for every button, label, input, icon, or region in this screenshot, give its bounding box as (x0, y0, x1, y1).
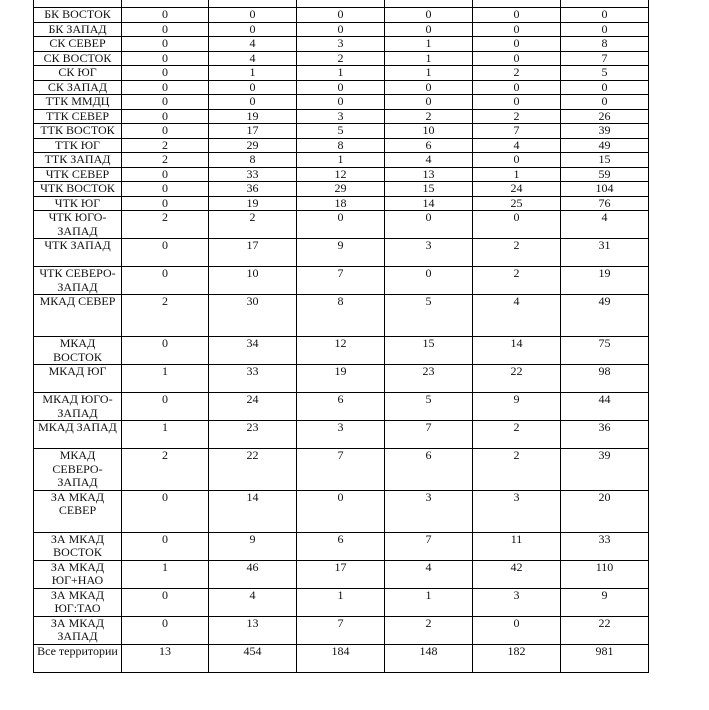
row-label: МКАД ЮГ (34, 365, 122, 393)
table-cell: 182 (473, 644, 561, 672)
table-cell: 8 (297, 138, 385, 153)
row-label: ТТК ЮГ (34, 138, 122, 153)
table-cell: 5 (561, 66, 649, 81)
table-cell: 1 (385, 588, 473, 616)
table-cell: 0 (122, 167, 209, 182)
table-cell: 75 (561, 337, 649, 365)
row-label: ТТК ВОСТОК (34, 124, 122, 139)
table-cell: 8 (209, 153, 297, 168)
row-label: ЗА МКАД ЮГ:ТАО (34, 588, 122, 616)
row-label: СК ЗАПАД (34, 80, 122, 95)
table-row (34, 37, 649, 52)
table-row (34, 337, 649, 365)
table-cell: 14 (385, 196, 473, 211)
table-cell: 3 (297, 37, 385, 52)
table-cell: 20 (561, 490, 649, 532)
table-row (34, 532, 649, 560)
row-label: ЧТК ЗАПАД (34, 239, 122, 267)
table-cell: 0 (561, 95, 649, 110)
table-cell: 7 (385, 421, 473, 449)
table-cell: 0 (122, 196, 209, 211)
table-cell: 2 (122, 211, 209, 239)
table-cell: 454 (209, 644, 297, 672)
row-label: ТТК ЗАПАД (34, 153, 122, 168)
table-cell: 9 (473, 393, 561, 421)
table-row (34, 196, 649, 211)
table-cell: 0 (473, 22, 561, 37)
table-cell: 36 (561, 421, 649, 449)
row-label (34, 0, 122, 8)
table-cell: 0 (122, 109, 209, 124)
table-cell: 2 (122, 295, 209, 337)
table-row (34, 138, 649, 153)
table-cell: 1 (385, 37, 473, 52)
data-table (33, 0, 649, 673)
table-cell: 3 (297, 109, 385, 124)
row-label: Все территории (34, 644, 122, 672)
table-cell: 0 (473, 80, 561, 95)
table-cell: 23 (209, 421, 297, 449)
table-cell: 42 (473, 560, 561, 588)
table-cell: 39 (561, 449, 649, 491)
table-cell: 7 (473, 124, 561, 139)
table-row (34, 616, 649, 644)
table-cell: 8 (561, 37, 649, 52)
table-cell: 0 (473, 51, 561, 66)
table-cell: 110 (561, 560, 649, 588)
table-cell: 0 (473, 95, 561, 110)
table-cell: 0 (209, 80, 297, 95)
table-cell: 76 (561, 196, 649, 211)
table-cell: 1 (122, 365, 209, 393)
table-cell: 8 (297, 295, 385, 337)
table-cell: 0 (122, 124, 209, 139)
table-cell: 25 (473, 196, 561, 211)
table-cell: 39 (561, 124, 649, 139)
table-row (34, 211, 649, 239)
table-cell: 0 (122, 616, 209, 644)
table-cell: 2 (385, 616, 473, 644)
table-row (34, 167, 649, 182)
table-row (34, 51, 649, 66)
table-cell: 7 (385, 532, 473, 560)
table-row (34, 490, 649, 532)
table-cell: 22 (209, 449, 297, 491)
table-cell: 0 (473, 616, 561, 644)
table-row (34, 80, 649, 95)
table-cell: 30 (209, 295, 297, 337)
table-cell: 0 (122, 239, 209, 267)
table-cell: 0 (122, 267, 209, 295)
row-label: ТТК СЕВЕР (34, 109, 122, 124)
table-cell: 0 (297, 490, 385, 532)
table-cell: 2 (473, 421, 561, 449)
table-cell: 19 (561, 267, 649, 295)
row-label: ЗА МКАД ЮГ+НАО (34, 560, 122, 588)
table-row (34, 109, 649, 124)
table-row (34, 8, 649, 23)
table-cell: 22 (473, 365, 561, 393)
table-row (34, 182, 649, 197)
table-cell: 1 (385, 66, 473, 81)
table-cell: 0 (385, 8, 473, 23)
table-row (34, 22, 649, 37)
table-cell: 11 (473, 532, 561, 560)
table-cell: 0 (209, 95, 297, 110)
table-cell: 19 (297, 365, 385, 393)
table-cell: 59 (561, 167, 649, 182)
table-cell: 0 (209, 8, 297, 23)
table-cell: 13 (385, 167, 473, 182)
row-label: ЗА МКАД СЕВЕР (34, 490, 122, 532)
table-cell: 104 (561, 182, 649, 197)
table-cell: 0 (385, 22, 473, 37)
table-row (34, 560, 649, 588)
table-cell: 2 (122, 138, 209, 153)
table-cell: 0 (385, 211, 473, 239)
row-label: СК ВОСТОК (34, 51, 122, 66)
table-cell: 0 (122, 393, 209, 421)
table-cell: 9 (561, 588, 649, 616)
table-cell: 46 (209, 560, 297, 588)
table-cell: 33 (209, 167, 297, 182)
row-label: МКАД ЮГО-ЗАПАД (34, 393, 122, 421)
table-cell: 0 (385, 95, 473, 110)
table-row (34, 66, 649, 81)
table-cell: 0 (385, 267, 473, 295)
table-cell: 0 (561, 22, 649, 37)
table-cell: 0 (561, 80, 649, 95)
table-cell: 4 (209, 37, 297, 52)
table-row (34, 449, 649, 491)
table-cell: 44 (561, 393, 649, 421)
table-cell: 7 (297, 616, 385, 644)
row-label: БК ЗАПАД (34, 22, 122, 37)
table-cell: 34 (209, 337, 297, 365)
table-cell: 0 (122, 37, 209, 52)
table-cell: 0 (122, 66, 209, 81)
table-cell: 1 (473, 167, 561, 182)
table-cell: 4 (385, 153, 473, 168)
row-label: МКАД ЗАПАД (34, 421, 122, 449)
table-cell: 2 (122, 449, 209, 491)
row-label: МКАД СЕВЕРО-ЗАПАД (34, 449, 122, 491)
table-cell: 2 (385, 109, 473, 124)
table-cell: 17 (209, 239, 297, 267)
table-cell: 1 (297, 66, 385, 81)
table-cell: 2 (473, 449, 561, 491)
row-label: СК ЮГ (34, 66, 122, 81)
table-cell: 10 (385, 124, 473, 139)
table-cell (209, 0, 297, 8)
table-cell: 0 (385, 80, 473, 95)
table-cell: 0 (122, 490, 209, 532)
table-cell: 0 (473, 153, 561, 168)
table-cell: 7 (297, 449, 385, 491)
row-label: СК СЕВЕР (34, 37, 122, 52)
row-label: МКАД ВОСТОК (34, 337, 122, 365)
table-cell: 24 (209, 393, 297, 421)
table-cell: 15 (561, 153, 649, 168)
table-cell: 5 (297, 124, 385, 139)
table-cell: 1 (297, 153, 385, 168)
table-cell: 0 (297, 95, 385, 110)
table-cell: 31 (561, 239, 649, 267)
table-cell: 14 (209, 490, 297, 532)
table-cell: 0 (122, 182, 209, 197)
table-cell: 0 (122, 8, 209, 23)
table-row (34, 393, 649, 421)
table-cell: 23 (385, 365, 473, 393)
table-cell: 49 (561, 138, 649, 153)
row-label: ЧТК СЕВЕРО-ЗАПАД (34, 267, 122, 295)
table-cell: 6 (297, 532, 385, 560)
table-cell: 29 (297, 182, 385, 197)
table-cell: 1 (122, 421, 209, 449)
table-cell: 49 (561, 295, 649, 337)
table-cell: 3 (473, 490, 561, 532)
table-cell: 13 (209, 616, 297, 644)
table-cell: 3 (297, 421, 385, 449)
table-cell: 12 (297, 337, 385, 365)
table-cell: 18 (297, 196, 385, 211)
table-cell (473, 0, 561, 8)
table-cell: 0 (297, 80, 385, 95)
table-cell: 29 (209, 138, 297, 153)
table-cell: 98 (561, 365, 649, 393)
table-cell: 2 (473, 66, 561, 81)
table-cell: 1 (122, 560, 209, 588)
table-cell: 6 (385, 449, 473, 491)
table-cell: 1 (209, 66, 297, 81)
table-cell: 1 (297, 588, 385, 616)
table-cell: 0 (122, 337, 209, 365)
table-cell: 17 (209, 124, 297, 139)
table-cell: 0 (122, 51, 209, 66)
row-label: ЧТК ВОСТОК (34, 182, 122, 197)
table-cell: 4 (385, 560, 473, 588)
table-cell: 36 (209, 182, 297, 197)
table-cell: 24 (473, 182, 561, 197)
table-cell: 33 (209, 365, 297, 393)
table-row (34, 239, 649, 267)
table-cell: 2 (122, 153, 209, 168)
table-row (34, 588, 649, 616)
table-cell (297, 0, 385, 8)
table-cell: 5 (385, 393, 473, 421)
table-cell: 2 (473, 109, 561, 124)
table-cell: 6 (385, 138, 473, 153)
table-row (34, 124, 649, 139)
table-cell: 6 (297, 393, 385, 421)
row-label: ТТК ММДЦ (34, 95, 122, 110)
table-cell: 4 (473, 295, 561, 337)
table-cell: 33 (561, 532, 649, 560)
table-cell: 15 (385, 182, 473, 197)
row-label: ЗА МКАД ЗАПАД (34, 616, 122, 644)
table-cell: 4 (209, 588, 297, 616)
table-cell: 13 (122, 644, 209, 672)
table-body (34, 0, 649, 672)
table-cell (385, 0, 473, 8)
table-cell: 0 (297, 22, 385, 37)
table-cell: 4 (561, 211, 649, 239)
table-cell: 0 (122, 532, 209, 560)
table-cell: 22 (561, 616, 649, 644)
table-cell: 3 (385, 490, 473, 532)
table-cell: 148 (385, 644, 473, 672)
table-cell: 0 (473, 211, 561, 239)
table-row (34, 95, 649, 110)
table-cell: 0 (122, 588, 209, 616)
table-row (34, 295, 649, 337)
table-cell: 4 (473, 138, 561, 153)
table-cell: 9 (209, 532, 297, 560)
table-cell: 9 (297, 239, 385, 267)
row-label: ЗА МКАД ВОСТОК (34, 532, 122, 560)
table-cell: 0 (209, 22, 297, 37)
table-cell: 2 (297, 51, 385, 66)
table-cell: 5 (385, 295, 473, 337)
table-cell: 19 (209, 109, 297, 124)
table-cell (561, 0, 649, 8)
table-cell: 0 (122, 95, 209, 110)
table-cell: 7 (561, 51, 649, 66)
table-row (34, 421, 649, 449)
table-cell: 0 (561, 8, 649, 23)
table-cell: 19 (209, 196, 297, 211)
table-cell: 0 (122, 22, 209, 37)
row-label: ЧТК СЕВЕР (34, 167, 122, 182)
table-cell: 3 (473, 588, 561, 616)
table-cell: 184 (297, 644, 385, 672)
table-cell: 2 (473, 239, 561, 267)
table-cell: 2 (209, 211, 297, 239)
table-cell: 0 (122, 80, 209, 95)
table-cell: 7 (297, 267, 385, 295)
table-cell: 0 (473, 8, 561, 23)
row-label: ЧТК ЮГО-ЗАПАД (34, 211, 122, 239)
row-label: ЧТК ЮГ (34, 196, 122, 211)
row-label: МКАД СЕВЕР (34, 295, 122, 337)
table-cell: 4 (209, 51, 297, 66)
table-cell: 2 (473, 267, 561, 295)
table-cell: 3 (385, 239, 473, 267)
table-cell: 0 (297, 211, 385, 239)
table-row (34, 267, 649, 295)
row-label: БК ВОСТОК (34, 8, 122, 23)
table-row (34, 153, 649, 168)
table-cell: 0 (473, 37, 561, 52)
table-cell: 12 (297, 167, 385, 182)
table-cell: 17 (297, 560, 385, 588)
table-cell: 10 (209, 267, 297, 295)
table-cell: 0 (297, 8, 385, 23)
table-cell: 14 (473, 337, 561, 365)
table-row (34, 0, 649, 8)
table-cell (122, 0, 209, 8)
table-row (34, 365, 649, 393)
table-row (34, 644, 649, 672)
table-cell: 15 (385, 337, 473, 365)
table-cell: 981 (561, 644, 649, 672)
table-cell: 26 (561, 109, 649, 124)
table-cell: 1 (385, 51, 473, 66)
